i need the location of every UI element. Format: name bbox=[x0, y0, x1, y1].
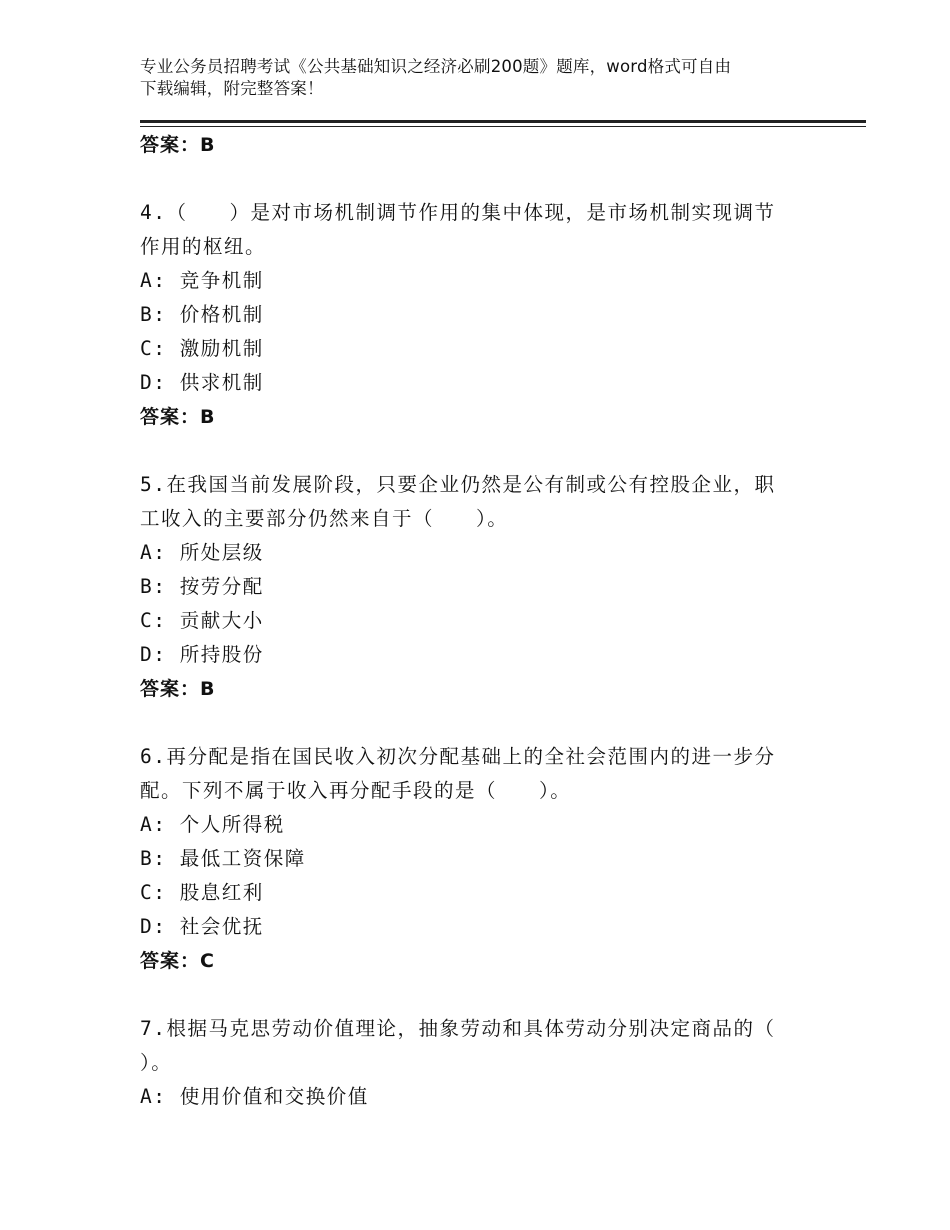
answer-label: 答案：B bbox=[140, 678, 216, 700]
option-d: D: 社会优抚 bbox=[140, 915, 264, 938]
question-text: 配。下列不属于收入再分配手段的是（ ）。 bbox=[140, 779, 572, 802]
option-c: C: 股息红利 bbox=[140, 881, 264, 904]
answer-label: 答案：B bbox=[140, 134, 216, 156]
option-a: A: 个人所得税 bbox=[140, 813, 285, 836]
option-c: C: 激励机制 bbox=[140, 337, 264, 360]
question-text: 工收入的主要部分仍然来自于（ ）。 bbox=[140, 507, 509, 530]
header-line-2: 下载编辑，附完整答案！ bbox=[140, 79, 324, 98]
option-d: D: 所持股份 bbox=[140, 643, 264, 666]
page-header bbox=[140, 56, 840, 100]
option-c: C: 贡献大小 bbox=[140, 609, 264, 632]
question-text: 7.根据马克思劳动价值理论，抽象劳动和具体劳动分别决定商品的（ bbox=[140, 1017, 776, 1040]
option-b: B: 最低工资保障 bbox=[140, 847, 306, 870]
option-a: A: 所处层级 bbox=[140, 541, 264, 564]
question-text: ）。 bbox=[140, 1051, 173, 1074]
option-a: A: 竞争机制 bbox=[140, 269, 264, 292]
question-4 bbox=[140, 196, 800, 434]
option-d: D: 供求机制 bbox=[140, 371, 264, 394]
question-6 bbox=[140, 740, 800, 978]
header-rule-thick bbox=[140, 120, 866, 123]
answer-label: 答案：B bbox=[140, 406, 216, 428]
question-7 bbox=[140, 1012, 800, 1114]
question-5 bbox=[140, 468, 800, 706]
header-line-1: 专业公务员招聘考试《公共基础知识之经济必刷200题》题库，word格式可自由 bbox=[140, 57, 732, 76]
question-text: 5.在我国当前发展阶段，只要企业仍然是公有制或公有控股企业，职 bbox=[140, 473, 776, 496]
option-b: B: 价格机制 bbox=[140, 303, 264, 326]
option-b: B: 按劳分配 bbox=[140, 575, 264, 598]
question-text: 4.（ ）是对市场机制调节作用的集中体现，是市场机制实现调节 bbox=[140, 201, 776, 224]
question-text: 作用的枢纽。 bbox=[140, 235, 267, 258]
question-text: 6.再分配是指在国民收入初次分配基础上的全社会范围内的进一步分 bbox=[140, 745, 776, 768]
option-a: A: 使用价值和交换价值 bbox=[140, 1085, 369, 1108]
question-list bbox=[140, 126, 800, 1114]
answer-label: 答案：C bbox=[140, 950, 215, 972]
